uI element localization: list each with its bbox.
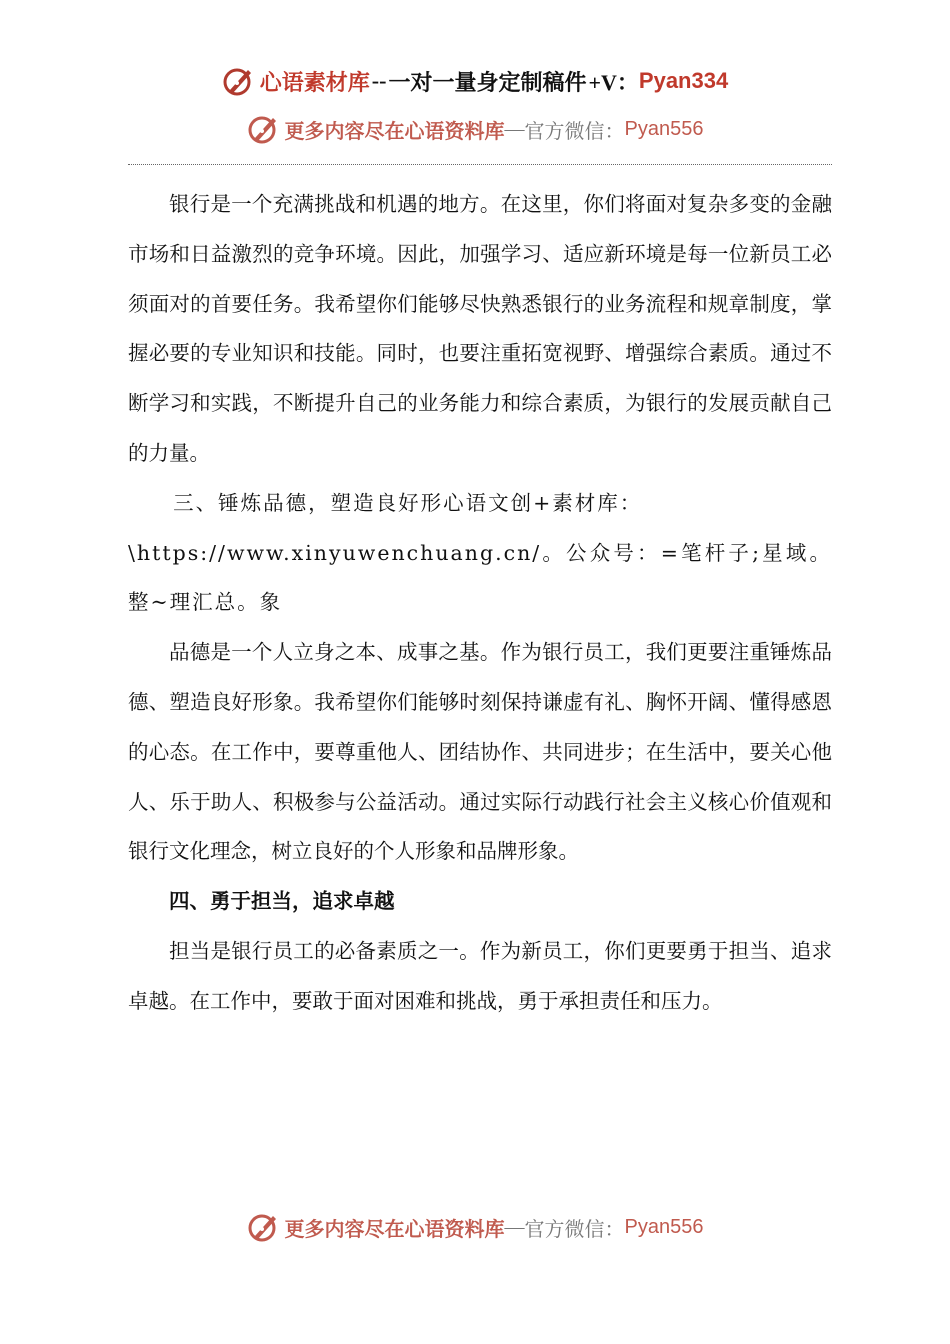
footer-label: 官方微信： xyxy=(524,1218,625,1241)
paragraph: 银行是一个充满挑战和机遇的地方。在这里，你们将面对复杂多变的金融市场和日益激烈的竞争环境。因此，加强学习、适应新环境是每一位新员工必须面对的首要任务。我希望你们能够尽快熟悉银行的业务流程和规章制度，掌握必要的专业知识和技能。同时，也要注重拓宽视野、增强综合素质。通过不断学习和实践，不断提升自己的业务能力和综合素质，为银行的发展贡献自己的力量。 xyxy=(128,192,832,465)
pen-logo-icon xyxy=(222,64,256,98)
footer-wechat-id: Pyan556 xyxy=(624,1215,704,1238)
paragraph: 担当是银行员工的必备素质之一。作为新员工，你们更要勇于担当、追求卓越。在工作中，要敢于面对困难和挑战，勇于承担责任和压力。 xyxy=(128,938,832,1013)
brand-name: 心语素材库 xyxy=(259,69,370,95)
contact-prefix: +V： xyxy=(588,69,639,95)
paragraph-link-text: \https://www.xinyuwenchuang.cn/。公众号：=笔杆子;星域。整~理汇总。象 xyxy=(128,540,832,615)
subheader-banner xyxy=(0,112,950,146)
document-body xyxy=(128,180,832,1027)
pen-logo-icon xyxy=(247,1210,281,1244)
subheader-wechat-id: Pyan556 xyxy=(624,117,704,140)
section-heading: 三、锤炼品德，塑造良好形心语文创+素材库： xyxy=(173,490,643,515)
subheader-text: 更多内容尽在心语资料库 xyxy=(284,120,505,143)
header-banner xyxy=(0,64,950,98)
brand-dashes: -- xyxy=(371,68,387,93)
brand-slogan: 一对一量身定制稿件 xyxy=(388,69,587,95)
section-heading: 四、勇于担当，追求卓越 xyxy=(169,889,395,914)
subheader-dash: — xyxy=(504,117,525,140)
contact-id: Pyan334 xyxy=(638,68,729,93)
subheader-label: 官方微信： xyxy=(524,120,625,143)
paragraph: 品德是一个人立身之本、成事之基。作为银行员工，我们更要注重锤炼品德、塑造良好形象。我希望你们能够时刻保持谦虚有礼、胸怀开阔、懂得感恩的心态。在工作中，要尊重他人、团结协作、共同进步；在生活中，要关心他人、乐于助人、积极参与公益活动。通过实际行动践行社会主义核心价值观和银行文化理念，树立良好的个人形象和品牌形象。 xyxy=(128,640,832,864)
footer-text: 更多内容尽在心语资料库 xyxy=(284,1218,505,1241)
footer-dash: — xyxy=(504,1215,525,1238)
pen-logo-icon xyxy=(247,112,281,146)
header-divider xyxy=(128,164,832,165)
footer-banner xyxy=(0,1210,950,1244)
